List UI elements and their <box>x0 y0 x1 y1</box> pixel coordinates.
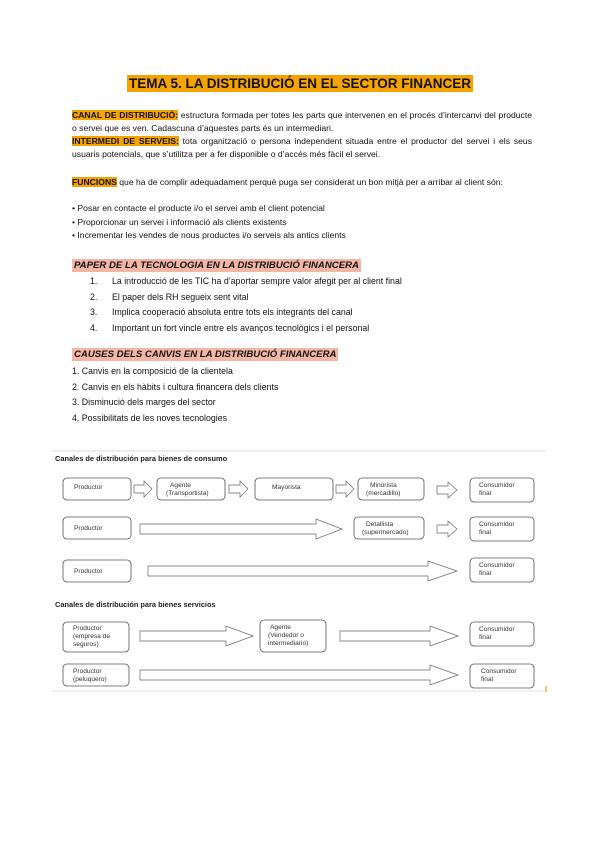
diagram-title-consumo: Canales de distribución para bienes de consumo <box>55 454 228 463</box>
section-heading-causes: CAUSES DELS CANVIS EN LA DISTRIBUCIÓ FINANCERA <box>74 349 337 360</box>
consumo-row-2 <box>63 517 534 541</box>
arrow-icon <box>336 481 354 497</box>
box-agente-label-1: Agente <box>270 624 291 631</box>
box-consumidor-label-2: final <box>479 529 492 536</box>
box-consumidor-label-1: Consumidor <box>481 668 517 675</box>
box-productor-label: Productor <box>74 525 103 532</box>
box-productor-label-1: Productor <box>73 625 102 632</box>
page-title: TEMA 5. LA DISTRIBUCIÓ EN EL SECTOR FINANCER <box>128 76 472 91</box>
arrow-icon <box>340 626 458 646</box>
list-item: 1. Canvis en la composició de la clientela <box>72 366 233 376</box>
servicios-row-2 <box>63 664 534 688</box>
box-agente-label-1: Agente <box>170 482 191 489</box>
box-minorista-label-2: (mercadillo) <box>366 490 401 497</box>
box-minorista-label-1: Minorista <box>370 482 397 489</box>
box-consumidor-label-1: Consumidor <box>479 626 515 633</box>
list-item: 2. Canvis en els hàbits i cultura financera dels clients <box>72 381 279 392</box>
box-detallista-label-2: (supermercado) <box>362 529 409 536</box>
consumo-row-3 <box>63 558 534 582</box>
arrow-icon <box>437 482 457 498</box>
box-agente-label-3: intermediario) <box>268 640 309 647</box>
box-consumidor-label-1: Consumidor <box>479 521 515 528</box>
box-productor-label-3: seguros) <box>73 641 99 648</box>
box-productor-label-2: (empresa de <box>73 633 111 640</box>
term-canal: CANAL DE DISTRIBUCIÓ: <box>72 110 179 120</box>
box-mayorista-label: Mayorista <box>272 484 301 491</box>
box-agente-label-2: (Vendedor o <box>268 632 304 639</box>
list-item: 2. El paper dels RH segueix sent vital <box>90 291 249 302</box>
arrow-icon <box>140 519 342 539</box>
servicios-row-1 <box>63 620 534 652</box>
box-consumidor-label-2: final <box>479 634 492 641</box>
list-item: • Incrementar les vendes de nous productes i/o serveis als antics clients <box>72 230 346 240</box>
consumo-row-1 <box>63 478 534 502</box>
box-productor-label-1: Productor <box>73 668 102 675</box>
box-productor-label: Productor <box>74 484 103 491</box>
arrow-icon <box>148 561 457 581</box>
list-item: 4. Possibilitats de les noves tecnologies <box>72 412 228 423</box>
box-detallista-label-1: Detallista <box>366 521 394 528</box>
definition-canal-text: estructura formada per totes les parts que intervenen en el procés d’intercanvi del producte o servei que es ven. Cadascuna d’aquestes parts és un intermediari. <box>72 110 533 133</box>
section-heading-paper: PAPER DE LA TECNOLOGIA EN LA DISTRIBUCIÓ FINANCERA <box>74 260 359 271</box>
definition-intermedi-text: tota organització o persona independent situada entre el productor del servei i els seus usuaris potencials, que s’utilitza per a fer disponible o d’accés més fàcil el servei. <box>72 136 532 159</box>
box-consumidor-label-2: final <box>479 570 492 577</box>
box-agente-label-2: (Transportista) <box>166 490 209 497</box>
term-funcions: FUNCIONS <box>72 177 117 187</box>
term-intermedi: INTERMEDI DE SERVEIS: <box>72 136 179 146</box>
list-item: 3. Implica cooperació absoluta entre tots els integrants del canal <box>90 307 353 318</box>
box-consumidor-label-1: Consumidor <box>479 562 515 569</box>
box-productor-label-2: (peluquero) <box>73 676 107 683</box>
box-consumidor-label-2: final <box>481 676 494 683</box>
box-consumidor-label-1: Consumidor <box>479 482 515 489</box>
box-consumidor-label-2: final <box>479 490 492 497</box>
list-item: 4. Important un fort vincle entre els avanços tecnològics i el personal <box>90 322 370 333</box>
diagram-title-servicios: Canales de distribución para bienes servicios <box>55 600 216 609</box>
list-item: • Posar en contacte el producte i/o el servei amb el client potencial <box>72 203 325 213</box>
arrow-icon <box>140 665 458 685</box>
arrow-icon <box>437 521 457 537</box>
arrow-icon <box>229 481 248 497</box>
arrow-icon <box>134 481 152 497</box>
list-item: 1. La introducció de les TIC ha d’aportar sempre valor afegit per al client final <box>90 276 402 286</box>
arrow-icon <box>140 626 253 646</box>
list-item: 3. Disminució dels marges del sector <box>72 397 216 408</box>
funcions-text: que ha de complir adequadament perquè puga ser considerat un bon mitjà per a arribar al client són: <box>116 177 503 187</box>
box-productor-label: Productor <box>74 568 103 575</box>
list-item: • Proporcionar un servei i informació als clients existents <box>72 216 287 227</box>
